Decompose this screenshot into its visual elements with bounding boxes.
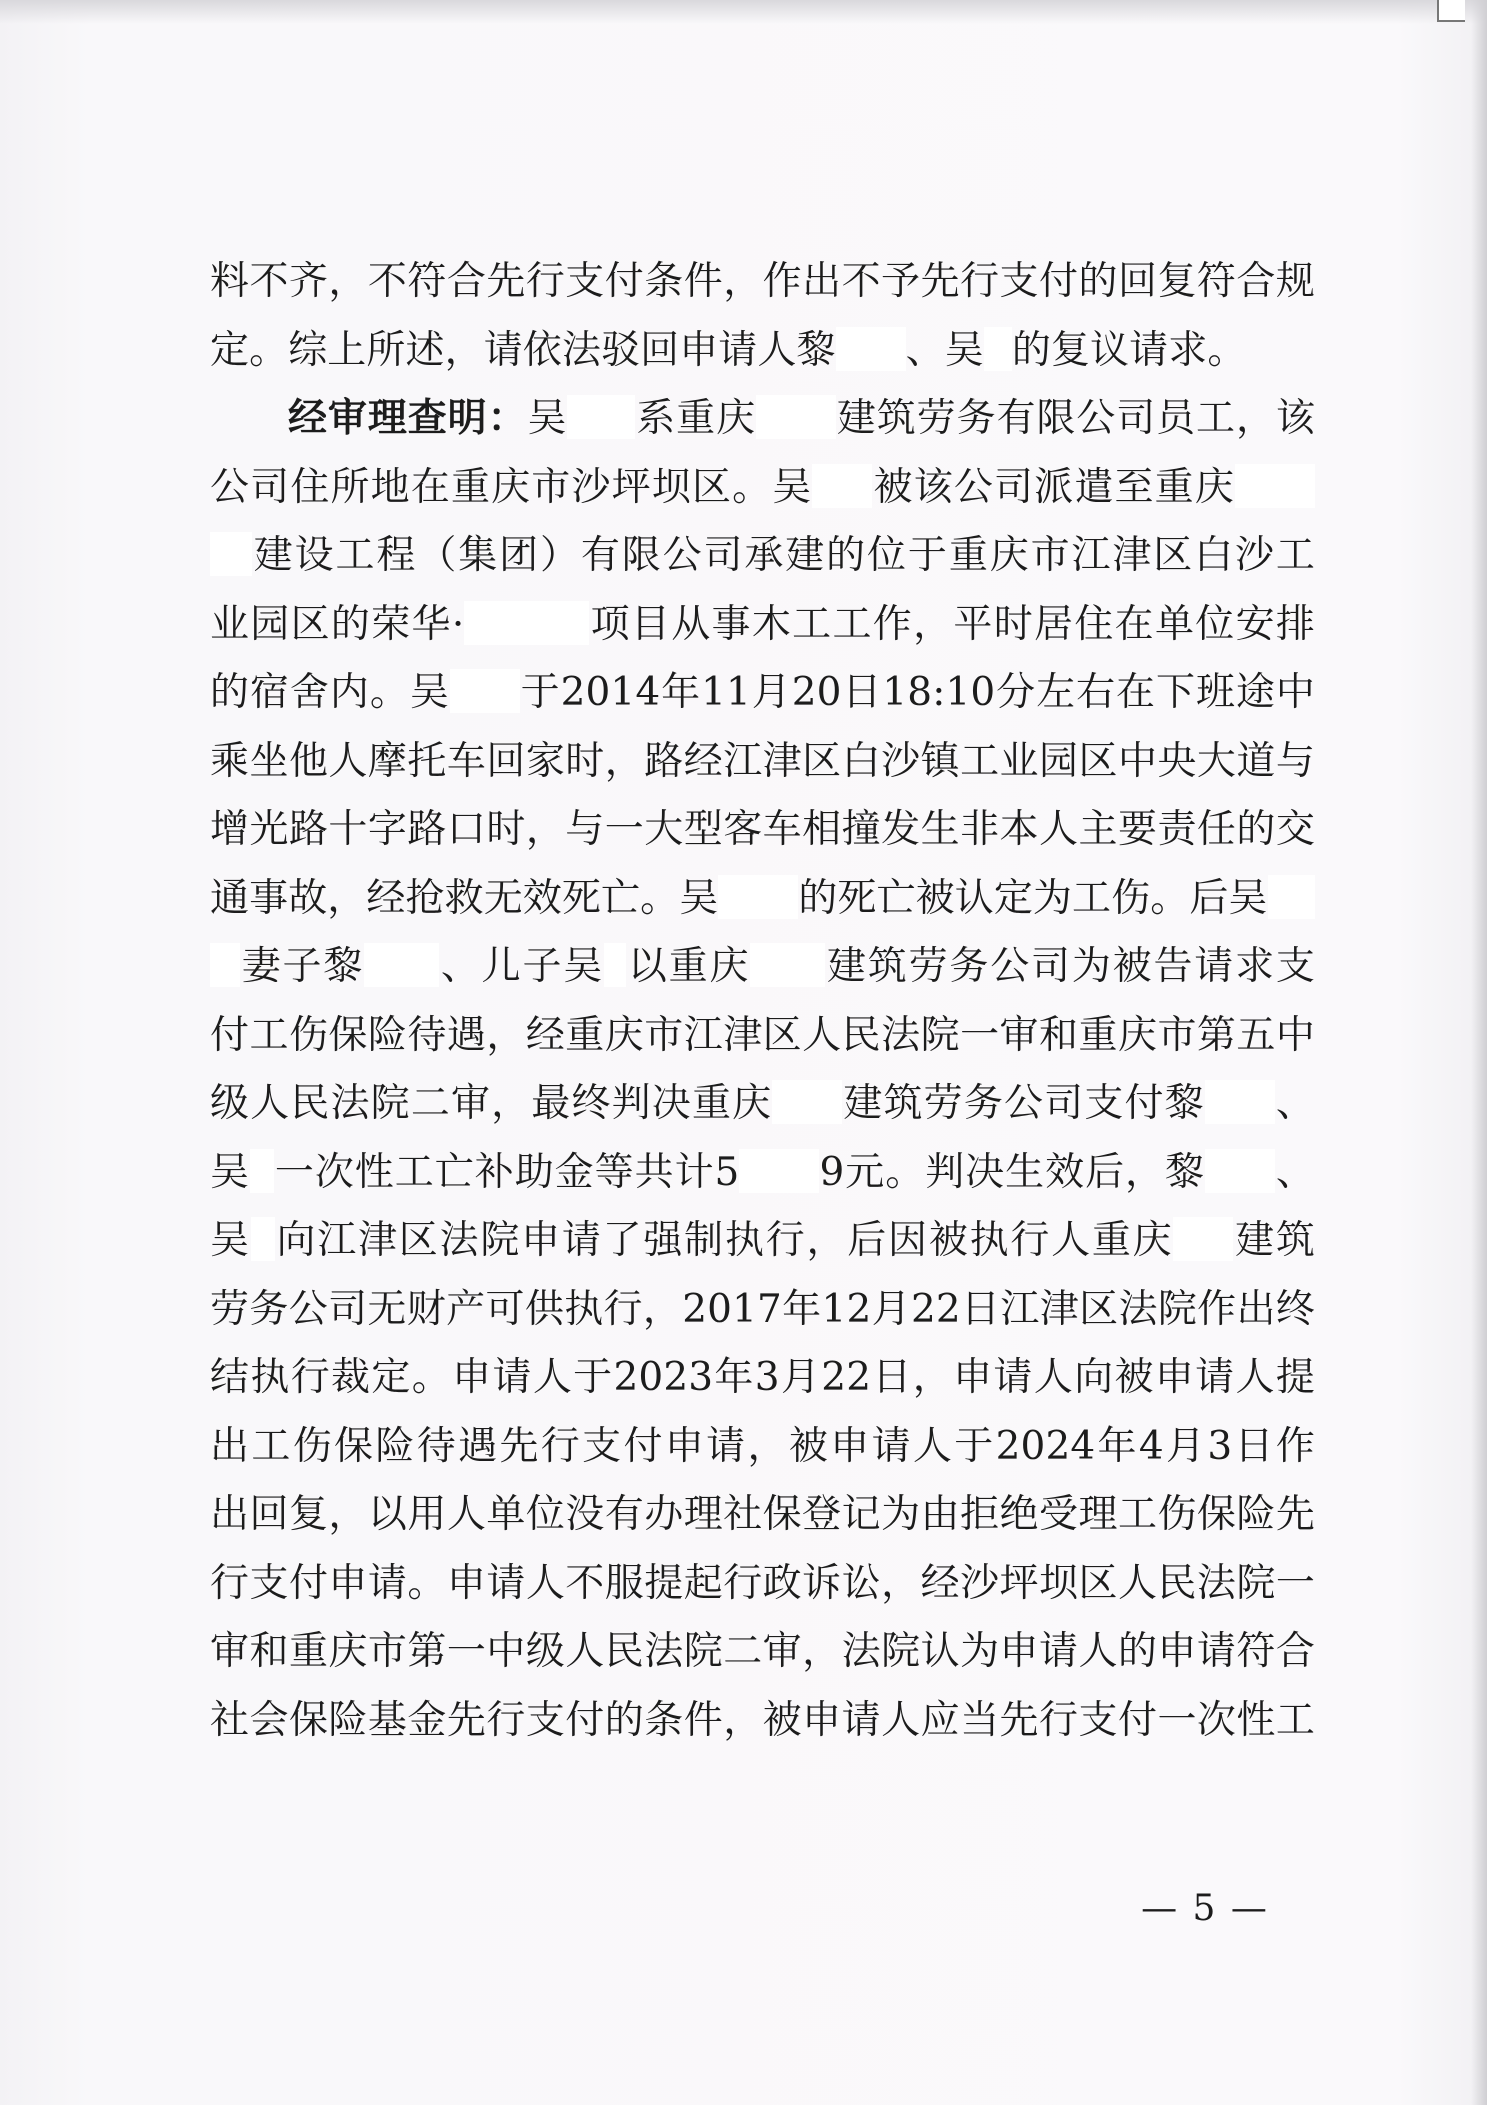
text-segment: 付工伤保险待遇，经重庆市江津区人民法院一审和重庆市第五中 [210, 1012, 1315, 1058]
redaction-block [984, 327, 1012, 371]
redaction-block [1173, 1217, 1233, 1261]
text-segment: 的复议请求。 [1011, 327, 1247, 373]
text-segment: 级人民法院二审，最终判决重庆 [210, 1081, 773, 1126]
text-line [210, 591, 1315, 660]
redaction-block [1205, 1080, 1275, 1124]
text-line [210, 1139, 1315, 1208]
text-segment: 向江津区法院申请了强制执行，后因被执行人重庆 [274, 1218, 1174, 1263]
text-segment: 系重庆 [635, 396, 756, 441]
text-segment: 一次性工亡补助金等共计5 [273, 1149, 740, 1195]
redaction-block [210, 532, 252, 576]
redaction-block [450, 669, 520, 713]
text-segment: 结执行裁定。申请人于2023年3月22日，申请人向被申请人提 [210, 1355, 1315, 1400]
text-line [210, 865, 1315, 934]
redaction-block [750, 943, 825, 987]
redaction-block [250, 1149, 274, 1193]
text-line [210, 1550, 1315, 1619]
text-line [210, 1070, 1315, 1139]
text-segment: 料不齐，不符合先行支付条件，作出不予先行支付的回复符合规 [210, 259, 1315, 304]
text-segment: 吴 [210, 1149, 250, 1195]
text-segment: 业园区的荣华· [210, 601, 465, 647]
redaction-block [718, 875, 798, 919]
scan-right-edge [1471, 0, 1487, 2105]
text-segment: 社会保险基金先行支付的条件，被申请人应当先行支付一次性工 [210, 1697, 1315, 1743]
redaction-block [756, 395, 836, 439]
text-line [210, 385, 1315, 454]
text-segment: 的死亡被认定为工伤。后吴 [798, 875, 1268, 921]
redaction-block [567, 395, 635, 439]
text-line [210, 248, 1315, 317]
text-segment: 吴 [527, 396, 568, 441]
text-segment: 9元。判决生效后，黎 [819, 1149, 1206, 1195]
corner-mark [1437, 0, 1465, 22]
text-line [210, 454, 1315, 523]
text-segment: 吴 [210, 1218, 251, 1263]
text-segment: 通事故，经抢救无效死亡。吴 [210, 875, 719, 921]
redaction-block [1205, 1149, 1275, 1193]
redaction-block [1268, 875, 1315, 919]
text-line [210, 1481, 1315, 1550]
text-segment: 建筑劳务有限公司员工，该 [836, 396, 1315, 441]
text-segment: 被该公司派遣至重庆 [872, 464, 1235, 510]
redaction-block [251, 1217, 275, 1261]
text-segment: 乘坐他人摩托车回家时，路经江津区白沙镇工业园区中央大道与 [210, 738, 1315, 784]
redaction-block [772, 1080, 842, 1124]
redaction-block [739, 1149, 819, 1193]
text-line [210, 1207, 1315, 1276]
text-segment: 公司住所地在重庆市沙坪坝区。吴 [210, 464, 813, 510]
redaction-block [1235, 464, 1315, 508]
text-line [210, 933, 1315, 1002]
text-segment: 的宿舍内。吴 [210, 670, 450, 715]
page-number: — 5 — [1141, 1888, 1269, 1929]
text-segment: 、儿子吴 [439, 944, 605, 989]
text-segment: 定。综上所述，请依法驳回申请人黎 [210, 327, 836, 373]
redaction-block [604, 943, 626, 987]
text-segment: 、 [1274, 1081, 1315, 1126]
text-segment: 劳务公司无财产可供执行，2017年12月22日江津区法院作出终 [210, 1286, 1315, 1332]
text-segment: 于2014年11月20日18:10分左右在下班途中 [519, 670, 1315, 715]
text-line [210, 1618, 1315, 1687]
text-line [210, 796, 1315, 865]
text-segment: 建筑劳务公司支付黎 [842, 1081, 1205, 1126]
text-segment: 项目从事木工工作，平时居住在单位安排 [589, 601, 1315, 647]
text-line [210, 522, 1315, 591]
text-line [210, 1344, 1315, 1413]
text-segment: 、 [1275, 1149, 1315, 1195]
text-segment: 增光路十字路口时，与一大型客车相撞发生非本人主要责任的交 [210, 807, 1315, 852]
text-line [210, 1276, 1315, 1345]
text-segment: 妻子黎 [240, 944, 365, 989]
text-segment: 建筑 [1233, 1218, 1315, 1263]
section-lead: 经审理查明： [288, 396, 528, 441]
text-line [210, 1687, 1315, 1756]
text-segment: 审和重庆市第一中级人民法院二审，法院认为申请人的申请符合 [210, 1629, 1315, 1674]
text-line [210, 1002, 1315, 1071]
document-body [210, 248, 1315, 1755]
text-segment: 出工伤保险待遇先行支付申请，被申请人于2024年4月3日作 [210, 1423, 1315, 1469]
text-line [210, 317, 1315, 386]
text-segment: 行支付申请。申请人不服提起行政诉讼，经沙坪坝区人民法院一 [210, 1560, 1315, 1606]
text-segment: 以重庆 [626, 944, 751, 989]
text-line [210, 728, 1315, 797]
redaction-block [464, 601, 589, 645]
redaction-block [364, 943, 439, 987]
redaction-block [812, 464, 872, 508]
text-segment: 建筑劳务公司为被告请求支 [825, 944, 1315, 989]
text-segment: 建设工程（集团）有限公司承建的位于重庆市江津区白沙工 [252, 533, 1315, 578]
scan-top-edge [0, 0, 1487, 24]
redaction-block [836, 327, 906, 371]
text-segment: 、吴 [905, 327, 984, 373]
redaction-block [210, 943, 240, 987]
text-segment: 出回复，以用人单位没有办理社保登记为由拒绝受理工伤保险先 [210, 1492, 1315, 1537]
text-line [210, 1413, 1315, 1482]
text-line [210, 659, 1315, 728]
